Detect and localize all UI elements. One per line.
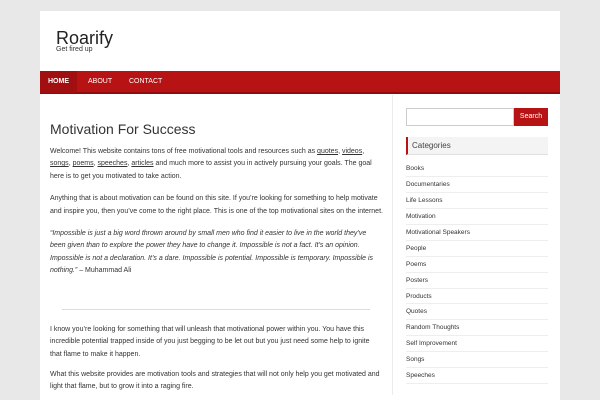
intro-paragraph: Welcome! This website contains tons of free motivational tools and resources such as quotes, videos, songs, poems, speeches, articles and much more to assist you in actively pursuing your goals. The goal here is to get you motivated to take action. (50, 148, 372, 180)
category-link[interactable]: Life Lessons (406, 193, 548, 209)
category-link[interactable]: People (406, 241, 548, 257)
nav-item-home[interactable]: HOME (40, 71, 77, 93)
intro-text-end: and much more to assist you in actively pursuing your goals. The goal here is to get you motivated to take action. (50, 160, 372, 180)
category-link[interactable]: Quotes (406, 304, 548, 320)
search-button[interactable]: Search (514, 108, 548, 126)
category-link[interactable]: Poems (406, 257, 548, 273)
category-link[interactable]: Documentaries (406, 177, 548, 193)
quote-text: “Impossible is just a big word thrown around by small men who find it easier to live in the world they’ve been given than to explore the power they have to change it. Impossible is not a fact. It’s an opinion. Impossible is not a declaration. It’s a dare. Impossible is potential. Impossible is temporary. Impossible is nothing.” (50, 230, 374, 275)
site-title[interactable]: Roarify (56, 28, 114, 48)
sidebar-divider (392, 95, 393, 395)
category-link[interactable]: Products (406, 289, 548, 305)
paragraph-2: Anything that is about motivation can be found on this site. If you’re looking for something to help motivate and inspire you, then you’ve come to the right place. This is one of the top motivational sites on the internet. (50, 195, 383, 215)
category-link[interactable]: Posters (406, 273, 548, 289)
link-speeches[interactable]: speeches (97, 160, 128, 168)
category-link[interactable]: Books (406, 161, 548, 177)
category-link[interactable]: Random Thoughts (406, 320, 548, 336)
paragraph-3: I know you’re looking for something that will unleash that motivational power within you. You have this incredible potential trapped inside of you just begging to be let out but you just need some help to ignite that flame to make it happen. (50, 326, 370, 358)
category-link[interactable]: Self Improvement (406, 336, 548, 352)
paragraph-4: What this website provides are motivation tools and strategies that will not only help you get motivated and light that flame, but to grow it into a raging fire. (50, 371, 380, 391)
intro-text-start: Welcome! This website contains tons of free motivational tools and resources such as (50, 148, 318, 155)
search-input[interactable] (406, 108, 514, 126)
page-title: Motivation For Success (50, 121, 196, 137)
categories-widget-header (406, 137, 548, 155)
link-videos[interactable]: videos (341, 148, 363, 155)
categories-title: Categories (412, 141, 451, 150)
category-link[interactable]: Motivation (406, 209, 548, 225)
link-articles[interactable]: articles (131, 160, 154, 168)
categories-list (406, 161, 548, 384)
nav-item-about[interactable]: ABOUT (88, 78, 113, 85)
category-link[interactable]: Songs (406, 352, 548, 368)
link-songs[interactable]: songs (50, 160, 69, 168)
sidebar-layer (40, 0, 560, 400)
quote-author: – Muhammad Ali (77, 267, 132, 275)
link-poems[interactable]: poems (72, 160, 94, 168)
site-tagline: Get fired up (56, 46, 93, 53)
category-link[interactable]: Motivational Speakers (406, 225, 548, 241)
nav-item-contact[interactable]: CONTACT (129, 78, 163, 85)
link-quotes[interactable]: quotes (317, 148, 339, 155)
category-link[interactable]: Speeches (406, 368, 548, 384)
